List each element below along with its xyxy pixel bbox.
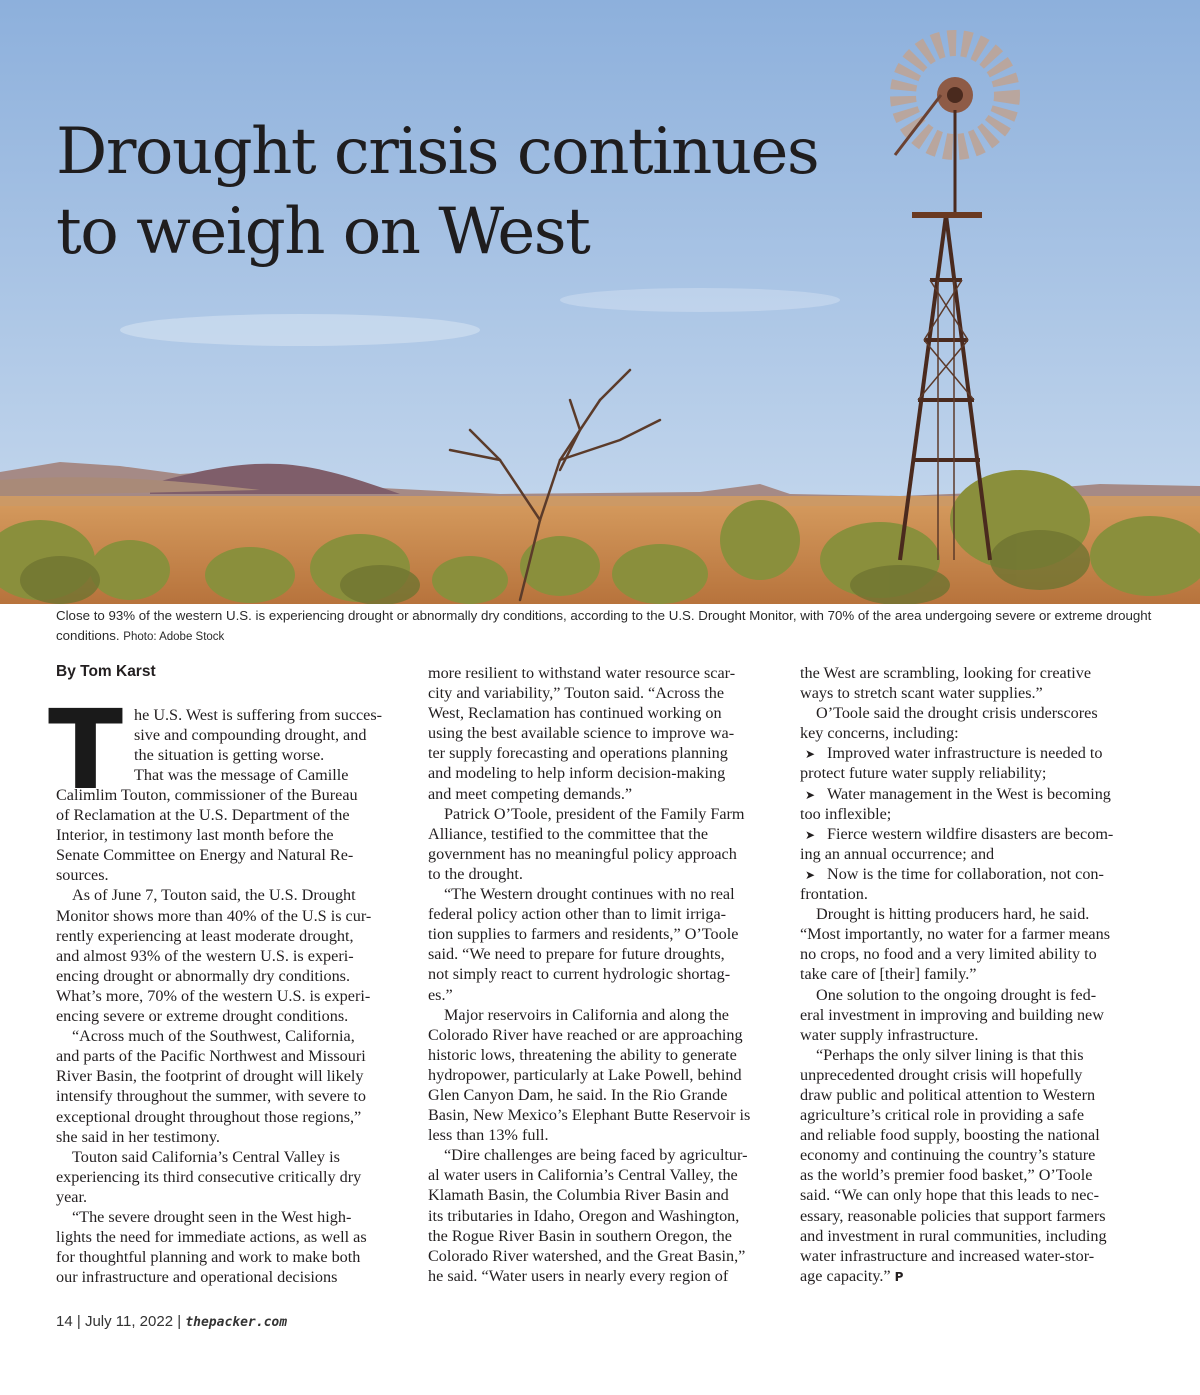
text-line	[800, 904, 1148, 924]
text-line	[800, 804, 1148, 824]
text-line	[428, 924, 776, 944]
line-text: ways to stretch scant water supplies.”	[800, 684, 1043, 703]
line-text: Improved water infrastructure is needed to	[827, 744, 1103, 763]
line-text: of Reclamation at the U.S. Department of the	[56, 806, 350, 825]
text-line	[56, 926, 404, 946]
line-text: One solution to the ongoing drought is fed-	[816, 985, 1097, 1004]
line-text: Major reservoirs in California and along the	[444, 1005, 729, 1024]
text-line	[428, 904, 776, 924]
text-line	[800, 985, 1148, 1005]
column-1	[56, 785, 404, 1287]
line-text: encing severe or extreme drought conditions.	[56, 1007, 349, 1026]
text-line	[800, 1005, 1148, 1025]
text-line	[800, 924, 1148, 944]
line-text: “Across much of the Southwest, California,	[72, 1027, 355, 1046]
line-text: encing drought or abnormally dry conditions.	[56, 966, 351, 985]
line-text: the West are scrambling, looking for creative	[800, 664, 1092, 682]
text-line	[800, 663, 1148, 683]
text-line	[428, 985, 776, 1005]
issue-date: July 11, 2022	[84, 1313, 174, 1330]
line-text: and investment in rural communities, including	[800, 1226, 1107, 1245]
photo-caption	[56, 606, 1156, 647]
line-text: key concerns, including:	[800, 724, 959, 743]
line-text: the Rogue River Basin in southern Oregon, the	[428, 1226, 732, 1245]
line-text: West, Reclamation has continued working on	[428, 704, 722, 723]
line-text: and meet competing demands.”	[428, 784, 633, 803]
line-text: Fierce western wildfire disasters are becom-	[827, 824, 1114, 843]
text-line	[800, 683, 1148, 703]
text-line	[56, 785, 404, 805]
headline-line-1: Drought crisis continues	[56, 115, 819, 189]
text-line	[428, 1266, 776, 1286]
line-text: Interior, in testimony last month before the	[56, 826, 334, 845]
text-line	[56, 805, 404, 825]
headline	[56, 112, 818, 272]
page-footer	[56, 1313, 287, 1330]
hero-photo	[0, 0, 1200, 604]
text-line	[800, 1125, 1148, 1145]
line-text: frontation.	[800, 885, 868, 904]
photo-credit: Photo: Adobe Stock	[123, 631, 225, 643]
line-text: agriculture’s critical role in providing a safe	[800, 1106, 1085, 1125]
line-text: Calimlim Touton, commissioner of the Bureau	[56, 786, 358, 804]
text-line	[56, 1086, 404, 1106]
line-text: not simply react to current hydrologic shortag-	[428, 965, 731, 984]
line-text: ter supply forecasting and operations planning	[428, 744, 728, 763]
line-text: federal policy action other than to limit irriga-	[428, 905, 727, 924]
text-line	[800, 1025, 1148, 1045]
text-line	[800, 944, 1148, 964]
line-text: Drought is hitting producers hard, he said.	[816, 905, 1090, 924]
line-text: Basin, New Mexico’s Elephant Butte Reservoir is	[428, 1106, 751, 1125]
line-text: “The severe drought seen in the West high-	[72, 1207, 352, 1226]
line-text: government has no meaningful policy approach	[428, 844, 737, 863]
text-line	[800, 1165, 1148, 1185]
text-line	[428, 1185, 776, 1205]
text-line	[56, 1127, 404, 1147]
line-text: for thoughtful planning and work to make both	[56, 1248, 361, 1267]
bullet-arrow-icon: ➤	[805, 827, 816, 842]
headline-line-2: to weigh on West	[56, 195, 590, 269]
line-text: es.”	[428, 985, 453, 1004]
line-text: he U.S. West is suffering from succes-	[134, 706, 383, 724]
footer-separator: |	[76, 1313, 81, 1330]
text-line	[800, 824, 1148, 844]
text-line	[428, 784, 776, 804]
drop-cap: T	[48, 686, 124, 814]
line-text: age capacity.”	[800, 1266, 891, 1285]
text-line	[800, 884, 1148, 904]
text-line	[428, 1045, 776, 1065]
line-text: its tributaries in Idaho, Oregon and Washington,	[428, 1206, 740, 1225]
text-line	[428, 1025, 776, 1045]
text-line	[56, 1066, 404, 1086]
line-text: hydropower, particularly at Lake Powell, behind	[428, 1065, 742, 1084]
text-line	[56, 1227, 404, 1247]
text-line	[56, 946, 404, 966]
line-text: she said in her testimony.	[56, 1127, 220, 1146]
text-line	[800, 1105, 1148, 1125]
text-line	[428, 763, 776, 783]
text-line	[800, 763, 1148, 783]
text-line	[428, 944, 776, 964]
text-line	[800, 1145, 1148, 1165]
byline: By Tom Karst	[56, 663, 156, 680]
text-line	[428, 804, 776, 824]
line-text: he said. “Water users in nearly every region of	[428, 1266, 729, 1285]
line-text: and reliable food supply, boosting the national	[800, 1126, 1100, 1145]
text-line	[428, 1085, 776, 1105]
text-line	[428, 1226, 776, 1246]
text-line	[428, 723, 776, 743]
line-text: historic lows, threatening the ability to generate	[428, 1045, 737, 1064]
end-mark-icon: P	[894, 1269, 904, 1284]
line-text: less than 13% full.	[428, 1126, 549, 1145]
text-line	[56, 906, 404, 926]
page-number: 14	[56, 1313, 73, 1330]
text-line	[800, 1246, 1148, 1266]
text-line	[428, 1105, 776, 1125]
text-line	[56, 1207, 404, 1227]
line-text: Colorado River have reached or are approaching	[428, 1025, 743, 1044]
text-line	[428, 663, 776, 683]
line-text: the situation is getting worse.	[134, 746, 325, 765]
line-text: River Basin, the footprint of drought will likely	[56, 1067, 364, 1086]
column-3	[800, 663, 1148, 1286]
line-text: too inflexible;	[800, 804, 892, 823]
text-line	[800, 784, 1148, 804]
line-text: What’s more, 70% of the western U.S. is experi-	[56, 986, 371, 1005]
line-text: water supply infrastructure.	[800, 1025, 979, 1044]
text-line	[800, 1266, 1148, 1286]
line-text: essary, reasonable policies that support farmers	[800, 1206, 1106, 1225]
text-line	[428, 844, 776, 864]
text-line	[428, 1246, 776, 1266]
line-text: “Perhaps the only silver lining is that this	[816, 1045, 1084, 1064]
line-text: “Dire challenges are being faced by agricultur-	[444, 1146, 748, 1165]
line-text: Klamath Basin, the Columbia River Basin and	[428, 1186, 729, 1205]
line-text: our infrastructure and operational decisions	[56, 1268, 338, 1287]
line-text: unprecedented drought crisis will hopefully	[800, 1065, 1083, 1084]
line-text: rently experiencing at least moderate drought,	[56, 926, 354, 945]
column-2	[428, 663, 776, 1286]
text-line	[428, 683, 776, 703]
text-line	[428, 864, 776, 884]
site-name: thepacker.com	[185, 1315, 288, 1330]
line-text: sources.	[56, 866, 109, 885]
text-line	[800, 1226, 1148, 1246]
line-text: to the drought.	[428, 864, 523, 883]
line-text: no crops, no food and a very limited ability to	[800, 945, 1097, 964]
line-text: O’Toole said the drought crisis underscores	[816, 704, 1098, 723]
line-text: lights the need for immediate actions, as well as	[56, 1228, 367, 1247]
text-line	[56, 885, 404, 905]
line-text: Senate Committee on Energy and Natural Re-	[56, 846, 354, 865]
text-line	[56, 1187, 404, 1207]
text-line	[800, 864, 1148, 884]
text-line	[56, 845, 404, 865]
line-text: Glen Canyon Dam, he said. In the Rio Grande	[428, 1085, 728, 1104]
text-line	[800, 1065, 1148, 1085]
text-line	[428, 884, 776, 904]
line-text: Water management in the West is becoming	[827, 784, 1111, 803]
text-line	[428, 1145, 776, 1165]
line-text: That was the message of Camille	[134, 766, 349, 785]
text-line	[428, 743, 776, 763]
line-text: Patrick O’Toole, president of the Family Farm	[444, 804, 745, 823]
line-text: and almost 93% of the western U.S. is experi-	[56, 946, 354, 965]
line-text: As of June 7, Touton said, the U.S. Drought	[72, 886, 356, 905]
line-text: “The Western drought continues with no real	[444, 885, 735, 904]
line-text: eral investment in improving and building new	[800, 1005, 1104, 1024]
line-text: Alliance, testified to the committee that the	[428, 824, 709, 843]
bullet-arrow-icon: ➤	[805, 787, 816, 802]
line-text: more resilient to withstand water resource scar-	[428, 664, 736, 682]
line-text: as the world’s premier food basket,” O’Toole	[800, 1166, 1093, 1185]
text-line	[56, 966, 404, 986]
text-line	[56, 986, 404, 1006]
line-text: intensify throughout the summer, with severe to	[56, 1087, 367, 1106]
line-text: draw public and political attention to Western	[800, 1085, 1096, 1104]
text-line	[56, 1046, 404, 1066]
text-line	[428, 964, 776, 984]
line-text: take care of [their] family.”	[800, 965, 977, 984]
text-line	[56, 825, 404, 845]
line-text: city and variability,” Touton said. “Across the	[428, 684, 725, 703]
text-line	[800, 723, 1148, 743]
bullet-arrow-icon: ➤	[805, 747, 816, 762]
line-text: protect future water supply reliability;	[800, 764, 1047, 783]
text-line	[56, 1006, 404, 1026]
line-text: and parts of the Pacific Northwest and Missouri	[56, 1047, 366, 1066]
footer-separator-2: |	[177, 1313, 182, 1330]
line-text: year.	[56, 1187, 88, 1206]
line-text: and modeling to help inform decision-making	[428, 764, 726, 783]
line-text: tion supplies to farmers and residents,” O’Toole	[428, 925, 739, 944]
bullet-arrow-icon: ➤	[805, 867, 816, 882]
line-text: Touton said California’s Central Valley is	[72, 1147, 340, 1166]
text-line	[428, 1206, 776, 1226]
text-line	[800, 964, 1148, 984]
text-line	[428, 703, 776, 723]
windmill-landscape-image	[0, 0, 1200, 604]
text-line	[428, 1165, 776, 1185]
line-text: water infrastructure and increased water-stor-	[800, 1246, 1095, 1265]
line-text: sive and compounding drought, and	[134, 726, 367, 745]
text-line	[56, 1147, 404, 1167]
line-text: Now is the time for collaboration, not con-	[827, 864, 1104, 883]
text-line	[428, 1065, 776, 1085]
text-line	[428, 824, 776, 844]
text-line	[800, 844, 1148, 864]
line-text: al water users in California’s Central Valley, the	[428, 1166, 738, 1185]
line-text: “Most importantly, no water for a farmer means	[800, 925, 1111, 944]
line-text: ing an annual occurrence; and	[800, 844, 995, 863]
line-text: Monitor shows more than 40% of the U.S is cur-	[56, 906, 372, 925]
caption-text: Close to 93% of the western U.S. is experiencing drought or abnormally dry conditions, according to the U.S. Drought Monitor, with 70% of the area undergoing severe or extreme drought conditions.	[56, 608, 1152, 643]
text-line	[800, 743, 1148, 763]
line-text: experiencing its third consecutive critically dry	[56, 1167, 362, 1186]
text-line	[428, 1125, 776, 1145]
text-line	[800, 1045, 1148, 1065]
text-line	[56, 1267, 404, 1287]
text-line	[428, 1005, 776, 1025]
line-text: said. “We need to prepare for future droughts,	[428, 945, 725, 964]
line-text: using the best available science to improve wa-	[428, 724, 735, 743]
text-line	[56, 1107, 404, 1127]
line-text: exceptional drought throughout those regions,”	[56, 1107, 362, 1126]
text-line	[56, 865, 404, 885]
line-text: economy and continuing the country’s stature	[800, 1146, 1096, 1165]
line-text: Colorado River watershed, and the Great Basin,”	[428, 1246, 746, 1265]
text-line	[800, 703, 1148, 723]
line-text: said. “We can only hope that this leads to nec-	[800, 1186, 1099, 1205]
text-line	[800, 1085, 1148, 1105]
text-line	[56, 1026, 404, 1046]
text-line	[800, 1185, 1148, 1205]
text-line	[56, 1247, 404, 1267]
text-line	[800, 1206, 1148, 1226]
text-line	[56, 1167, 404, 1187]
